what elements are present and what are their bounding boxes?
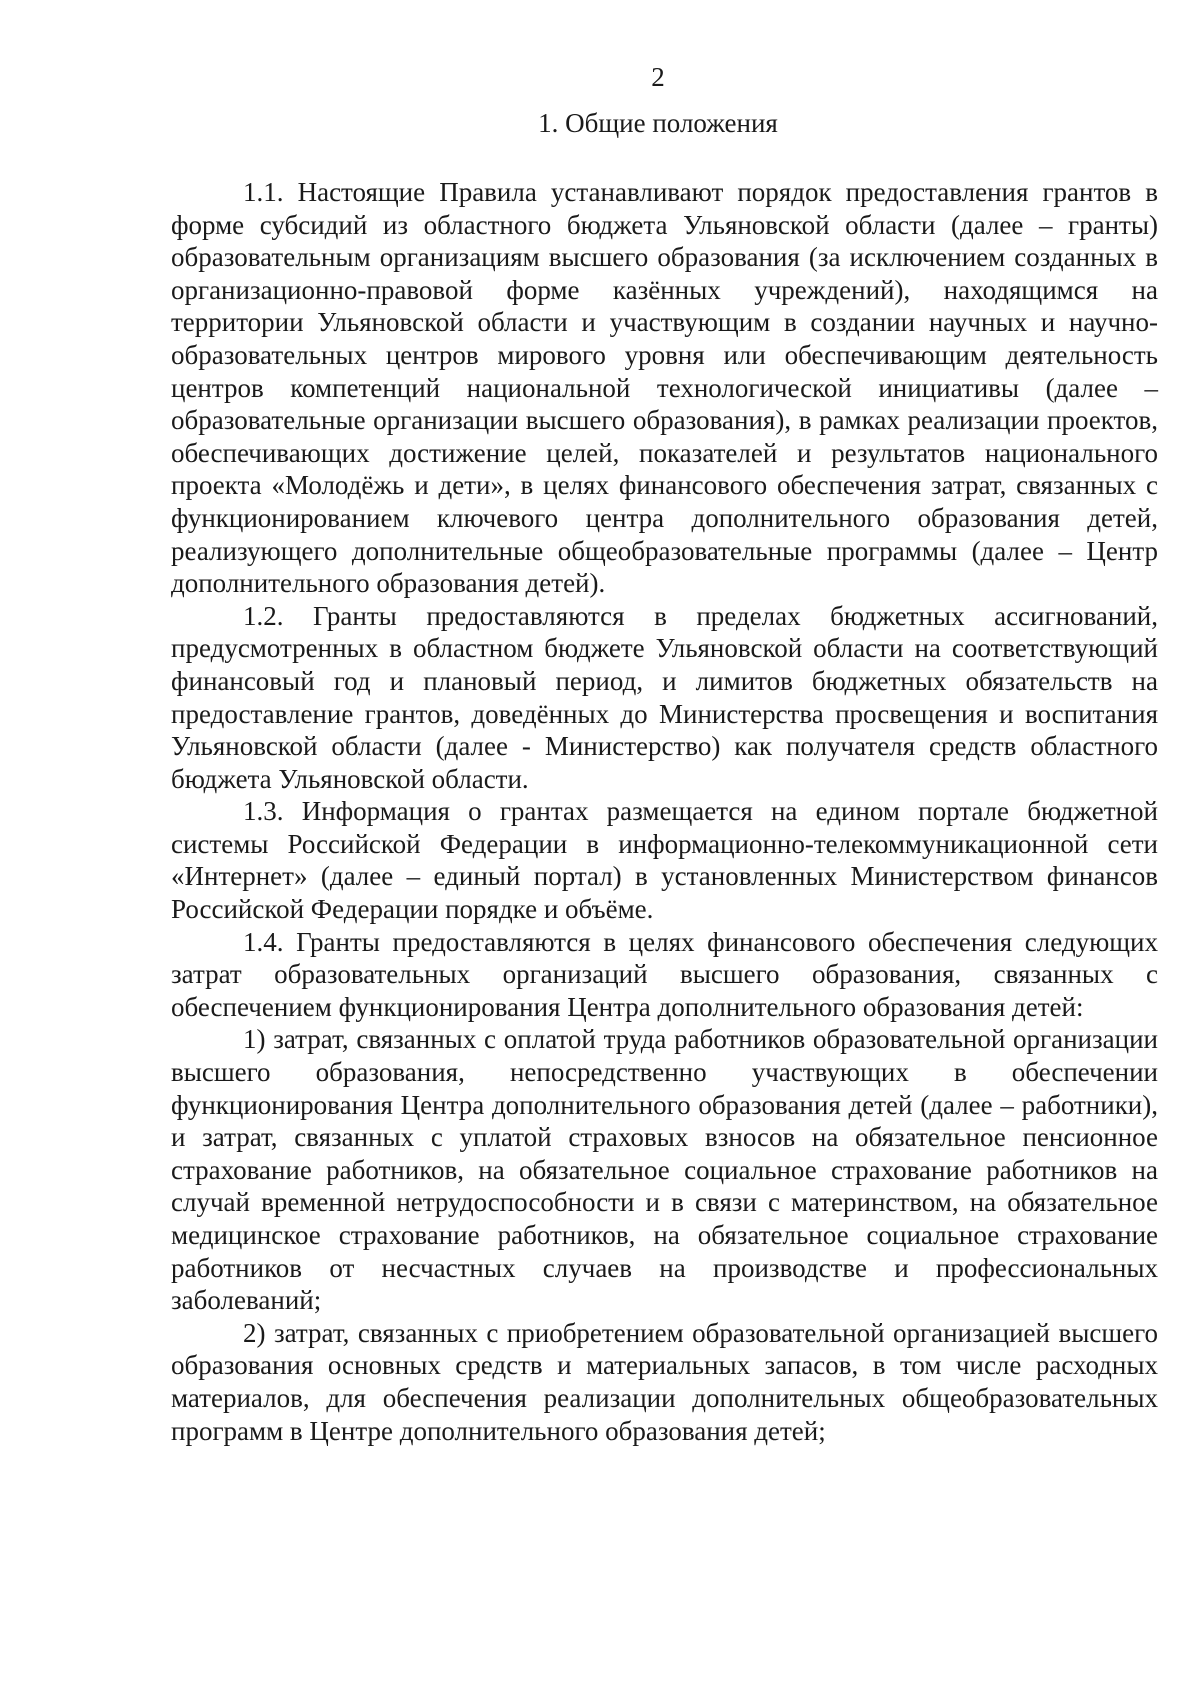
paragraph-item-2: 2) затрат, связанных с приобретением образовательной организацией высшего образования основных средств и материальных запасов, в том числе расходных материалов, для обеспечения реализации дополнительных общеобразовательных программ в Центре дополнительного образования детей; — [171, 1317, 1158, 1446]
section-title: 1. Общие положения — [538, 108, 778, 138]
paragraph-1-2: 1.2. Гранты предоставляются в пределах бюджетных ассигнований, предусмотренных в областном бюджете Ульяновской области на соответствующий финансовый год и плановый период, и лимитов бюджетных обязательств на предоставление грантов, доведённых до Министерства просвещения и воспитания Ульяновской области (далее - Министерство) как получателя средств областного бюджета Ульяновской области. — [171, 600, 1158, 794]
paragraph-1-4: 1.4. Гранты предоставляются в целях финансового обеспечения следующих затрат образовательных организаций высшего образования, связанных с обеспечением функционирования Центра дополнительного образования детей: — [171, 926, 1158, 1022]
page-number: 2 — [651, 62, 665, 92]
paragraph-1-3: 1.3. Информация о грантах размещается на едином портале бюджетной системы Российской Федерации в информационно-телекоммуникационной сети «Интернет» (далее – единый портал) в установленных Министерством финансов Российской Федерации порядке и объёме. — [171, 796, 1158, 925]
paragraph-item-1: 1) затрат, связанных с оплатой труда работников образовательной организации высшего образования, непосредственно участвующих в обеспечении функционирования Центра дополнительного образования детей (далее – работники), и затрат, связанных с уплатой страховых взносов на обязательное пенсионное страхование работников, на обязательное социальное страхование работников на случай временной нетрудоспособности и в связи с материнством, на обязательное медицинское страхование работников, на обязательное социальное страхование работников от несчастных случаев на производстве и профессиональных заболеваний; — [171, 1024, 1158, 1316]
document-body — [171, 176, 1158, 1447]
paragraph-1-1: 1.1. Настоящие Правила устанавливают порядок предоставления грантов в форме субсидий из областного бюджета Ульяновской области (далее – гранты) образовательным организациям высшего образования (за исключением созданных в организационно-правовой форме казённых учреждений), находящимся на территории Ульяновской области и участвующим в создании научных и научно-образовательных центров мирового уровня или обеспечивающим деятельность центров компетенций национальной технологической инициативы (далее – образовательные организации высшего образования), в рамках реализации проектов, обеспечивающих достижение целей, показателей и результатов национального проекта «Молодёжь и дети», в целях финансового обеспечения затрат, связанных с функционированием ключевого центра дополнительного образования детей, реализующего дополнительные общеобразовательные программы (далее – Центр дополнительного образования детей). — [171, 177, 1158, 599]
